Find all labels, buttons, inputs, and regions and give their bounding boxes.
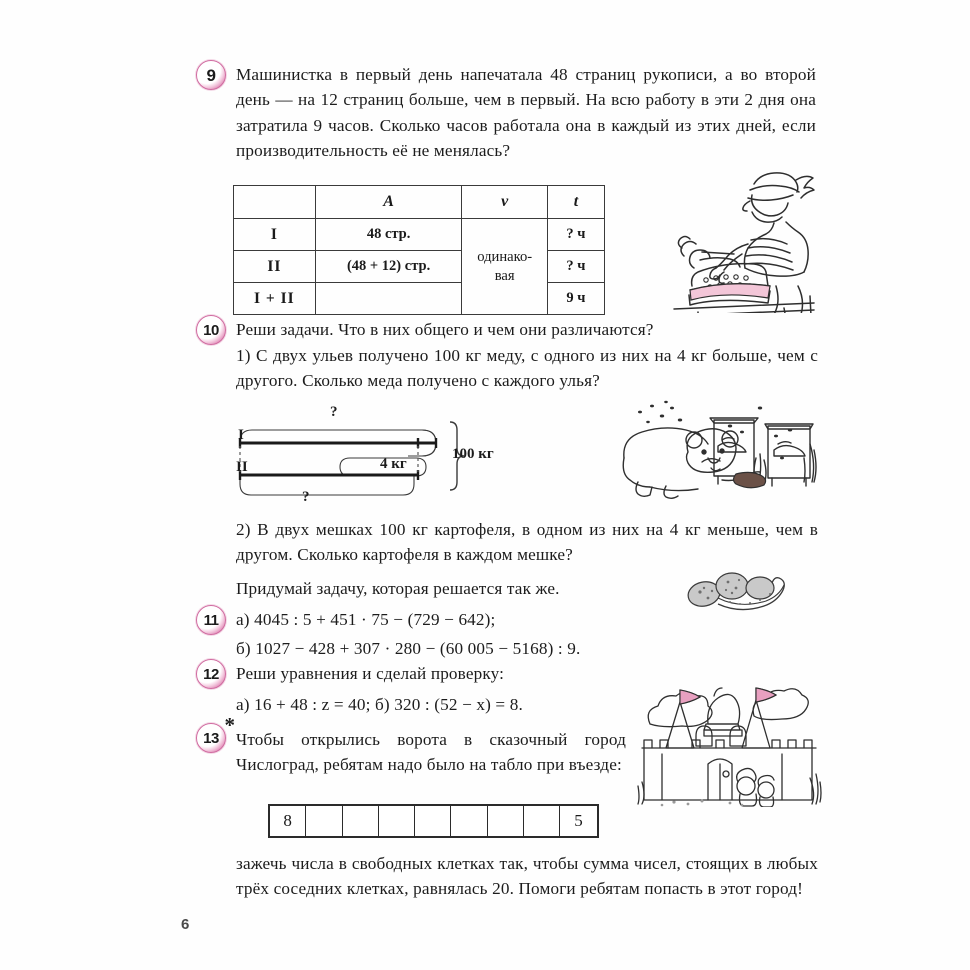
speed-line-2: вая xyxy=(494,267,515,284)
diagram-label-top: ? xyxy=(330,404,338,420)
row-1-time: ? ч xyxy=(547,219,604,251)
table-header-t: t xyxy=(547,186,604,219)
exercise-number: 10 xyxy=(203,321,219,339)
starred-marker: * xyxy=(224,713,235,737)
strip-cell[interactable] xyxy=(451,806,487,836)
number-strip-13[interactable] xyxy=(268,804,599,838)
table-header-v: v xyxy=(462,186,547,219)
row-2-work: (48 + 12) стр. xyxy=(315,251,462,283)
exercise-13-text: Чтобы открылись ворота в сказочный город Числоград, ребятам надо было на табло при въезде: xyxy=(236,730,626,775)
castle-illustration xyxy=(634,682,824,807)
strip-cell[interactable] xyxy=(524,806,560,836)
exercise-12-line-a: а) 16 + 48 : z = 40; б) 320 : (52 − x) = 8. xyxy=(236,695,523,714)
table-row xyxy=(234,283,605,315)
diagram-row-label-2: II xyxy=(236,459,248,475)
exercise-9-table xyxy=(233,185,605,315)
strip-cell[interactable]: 5 xyxy=(574,811,583,830)
exercise-number: 11 xyxy=(203,611,219,629)
table-row xyxy=(234,251,605,283)
typist-illustration xyxy=(672,168,822,313)
page-number: 6 xyxy=(181,916,190,933)
exercise-9-text: Машинистка в первый день напечатала 48 страниц рукописи, а во второй день — на 12 страниц больше, чем в первый. На всю работу в эти 2 дня она затратила 9 часов. Сколько часов работала она в каждый из этих дней, если производительность её не менялась? xyxy=(236,65,816,161)
exercise-10-part-2: 2) В двух мешках 100 кг картофеля, в одном из них на 4 кг меньше, чем в другом. Сколько картофеля в каждом мешке? xyxy=(236,520,818,565)
exercise-10-part-3: Придумай задачу, которая решается так же. xyxy=(236,579,560,598)
exercise-11-line-a: а) 4045 : 5 + 451 · 75 − (729 − 642); xyxy=(236,610,496,629)
exercise-number: 13 xyxy=(203,729,219,747)
strip-cell[interactable] xyxy=(488,806,524,836)
exercise-12-text: Реши уравнения и сделай проверку: xyxy=(236,664,505,683)
row-label-3: I + II xyxy=(234,283,316,315)
strip-cell[interactable] xyxy=(415,806,451,836)
table-header-row xyxy=(234,186,605,219)
diagram-label-bottom: ? xyxy=(302,489,310,505)
row-3-time: 9 ч xyxy=(547,283,604,315)
diagram-label-total: 100 кг xyxy=(452,446,494,462)
strip-cell[interactable] xyxy=(343,806,379,836)
diagram-label-difference: 4 кг xyxy=(380,456,407,472)
row-label-1: I xyxy=(234,219,316,251)
exercise-11-line-b: б) 1027 − 428 + 307 · 280 − (60 005 − 5168) : 9. xyxy=(236,639,581,658)
table-row xyxy=(234,219,605,251)
exercise-badge-10 xyxy=(196,315,226,345)
speed-line-1: одинако- xyxy=(477,248,533,265)
exercise-badge-13 xyxy=(196,713,235,753)
table-header-a: A xyxy=(315,186,462,219)
strip-cell[interactable] xyxy=(379,806,415,836)
exercise-badge-11 xyxy=(196,605,226,635)
strip-cell[interactable]: 8 xyxy=(270,806,306,836)
row-2-time: ? ч xyxy=(547,251,604,283)
row-speed-merged xyxy=(462,219,547,315)
exercise-number: 9 xyxy=(206,65,216,85)
row-1-work: 48 стр. xyxy=(315,219,462,251)
diagram-row-label-1: I xyxy=(238,427,244,443)
row-3-work xyxy=(315,283,462,315)
strip-cell[interactable] xyxy=(306,806,342,836)
bear-beehives-illustration xyxy=(618,396,818,506)
exercise-badge-9 xyxy=(196,60,226,90)
exercise-13-tail: зажечь числа в свободных клетках так, чтобы сумма чисел, стоящих в любых трёх соседних клетках, равнялась 20. Помоги ребятам попасть в этот город! xyxy=(236,854,818,899)
exercise-number: 12 xyxy=(203,665,219,683)
row-label-2: II xyxy=(234,251,316,283)
exercise-10-text: Реши задачи. Что в них общего и чем они различаются? xyxy=(236,320,654,339)
exercise-10-part-1: 1) С двух ульев получено 100 кг меду, с одного из них на 4 кг больше, чем с другого. Сколько меда получено с каждого улья? xyxy=(236,346,818,391)
table-header-blank xyxy=(234,186,316,219)
exercise-badge-12 xyxy=(196,659,226,689)
